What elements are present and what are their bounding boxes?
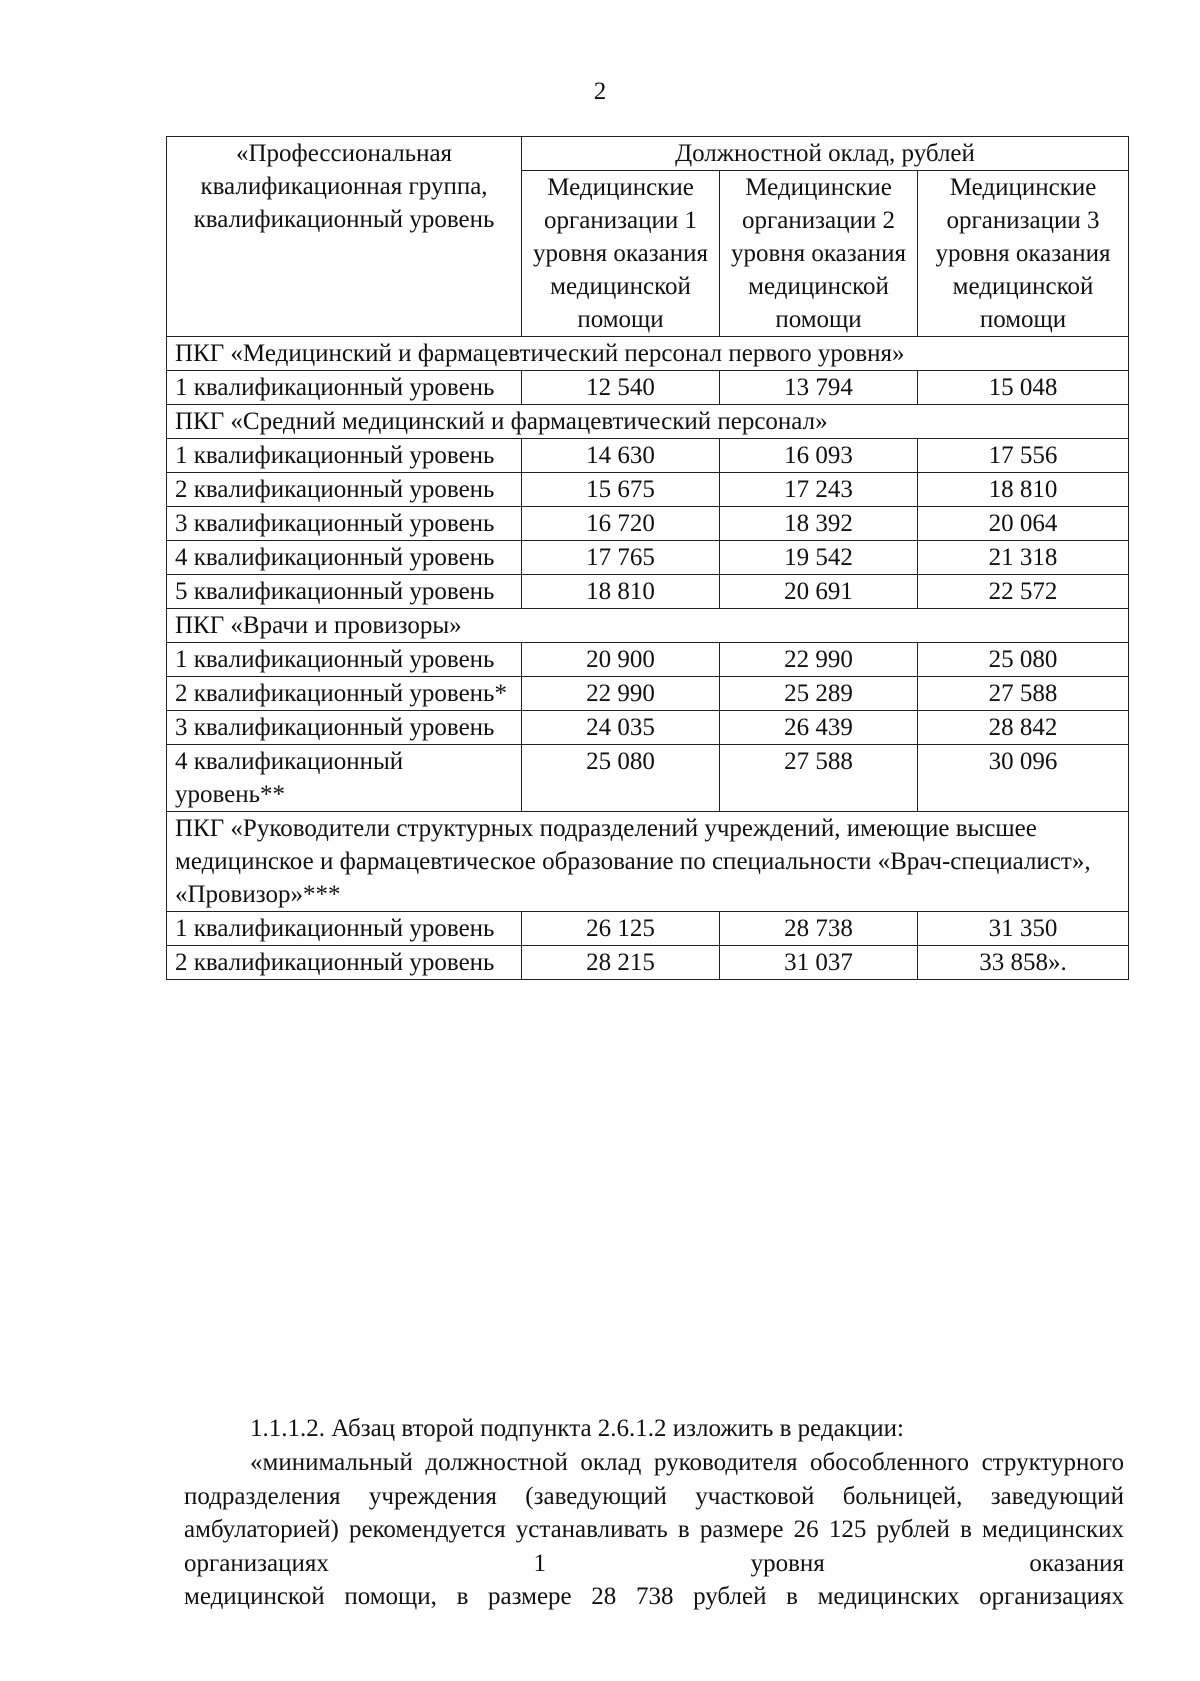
salary-cell: 18 810 (522, 575, 720, 609)
salary-cell: 21 318 (918, 541, 1129, 575)
table-row (167, 677, 1129, 711)
salary-cell: 17 556 (918, 439, 1129, 473)
amendment-text-continued: медицинской помощи, в размере 28 738 рублей в медицинских организациях (184, 1583, 1124, 1610)
salary-table (166, 136, 1129, 980)
group-title: ПКГ «Врачи и провизоры» (167, 609, 1129, 643)
header-org-level-1: Медицинские организации 1 уровня оказания медицинской помощи (522, 171, 720, 337)
level-cell: 2 квалификационный уровень* (167, 677, 522, 711)
salary-cell: 13 794 (720, 371, 918, 405)
table-row (167, 711, 1129, 745)
header-group-column: «Профессиональная квалификационная группа, квалификационный уровень (167, 137, 522, 337)
salary-cell: 27 588 (918, 677, 1129, 711)
salary-cell: 17 243 (720, 473, 918, 507)
table-row (167, 946, 1129, 980)
table-row (167, 473, 1129, 507)
level-cell: 1 квалификационный уровень (167, 912, 522, 946)
table-row (167, 912, 1129, 946)
salary-cell: 12 540 (522, 371, 720, 405)
salary-cell: 16 720 (522, 507, 720, 541)
page-number: 2 (593, 78, 607, 105)
salary-cell: 33 858». (918, 946, 1129, 980)
header-org-level-2: Медицинские организации 2 уровня оказания медицинской помощи (720, 171, 918, 337)
salary-cell: 26 439 (720, 711, 918, 745)
table-row (167, 439, 1129, 473)
salary-cell: 28 738 (720, 912, 918, 946)
salary-cell: 22 572 (918, 575, 1129, 609)
amendment-text: «минимальный должностной оклад руководителя обособленного структурного подразделения учреждения (заведующий участковой больницей, заведующий амбулаторией) рекомендуется устанавливать в размере 26 125 рублей в медицинских организациях 1 уровня оказания (184, 1449, 1124, 1577)
table-row (167, 371, 1129, 405)
salary-cell: 22 990 (522, 677, 720, 711)
salary-cell: 26 125 (522, 912, 720, 946)
group-title: ПКГ «Медицинский и фармацевтический персонал первого уровня» (167, 337, 1129, 371)
salary-cell: 20 691 (720, 575, 918, 609)
salary-cell: 30 096 (918, 745, 1129, 812)
group-title: ПКГ «Руководители структурных подразделений учреждений, имеющие высшее медицинское и фармацевтическое образование по специальности «Врач-специалист», «Провизор»*** (167, 812, 1129, 912)
level-cell: 4 квалификационный уровень (167, 541, 522, 575)
level-cell: 1 квалификационный уровень (167, 439, 522, 473)
salary-cell: 18 392 (720, 507, 918, 541)
salary-cell: 25 289 (720, 677, 918, 711)
table-row (167, 507, 1129, 541)
salary-cell: 25 080 (522, 745, 720, 812)
level-cell: 2 квалификационный уровень (167, 946, 522, 980)
salary-cell: 28 842 (918, 711, 1129, 745)
group-title: ПКГ «Средний медицинский и фармацевтический персонал» (167, 405, 1129, 439)
table-row (167, 643, 1129, 677)
salary-cell: 27 588 (720, 745, 918, 812)
level-cell: 1 квалификационный уровень (167, 371, 522, 405)
salary-cell: 31 350 (918, 912, 1129, 946)
table-body (167, 337, 1129, 980)
salary-cell: 28 215 (522, 946, 720, 980)
amendment-heading: 1.1.1.2. Абзац второй подпункта 2.6.1.2 изложить в редакции: (250, 1415, 904, 1442)
salary-cell: 24 035 (522, 711, 720, 745)
salary-cell: 14 630 (522, 439, 720, 473)
table-row (167, 745, 1129, 812)
level-cell: 4 квалификационный уровень** (167, 745, 522, 812)
salary-cell: 22 990 (720, 643, 918, 677)
header-org-level-3: Медицинские организации 3 уровня оказания медицинской помощи (918, 171, 1129, 337)
level-cell: 2 квалификационный уровень (167, 473, 522, 507)
salary-cell: 15 675 (522, 473, 720, 507)
level-cell: 3 квалификационный уровень (167, 507, 522, 541)
salary-cell: 20 900 (522, 643, 720, 677)
salary-cell: 15 048 (918, 371, 1129, 405)
level-cell: 5 квалификационный уровень (167, 575, 522, 609)
header-salary-column: Должностной оклад, рублей (522, 137, 1129, 171)
salary-cell: 19 542 (720, 541, 918, 575)
table-row (167, 541, 1129, 575)
salary-cell: 31 037 (720, 946, 918, 980)
salary-cell: 18 810 (918, 473, 1129, 507)
level-cell: 1 квалификационный уровень (167, 643, 522, 677)
salary-cell: 25 080 (918, 643, 1129, 677)
salary-cell: 16 093 (720, 439, 918, 473)
table-row (167, 575, 1129, 609)
level-cell: 3 квалификационный уровень (167, 711, 522, 745)
salary-cell: 20 064 (918, 507, 1129, 541)
salary-cell: 17 765 (522, 541, 720, 575)
